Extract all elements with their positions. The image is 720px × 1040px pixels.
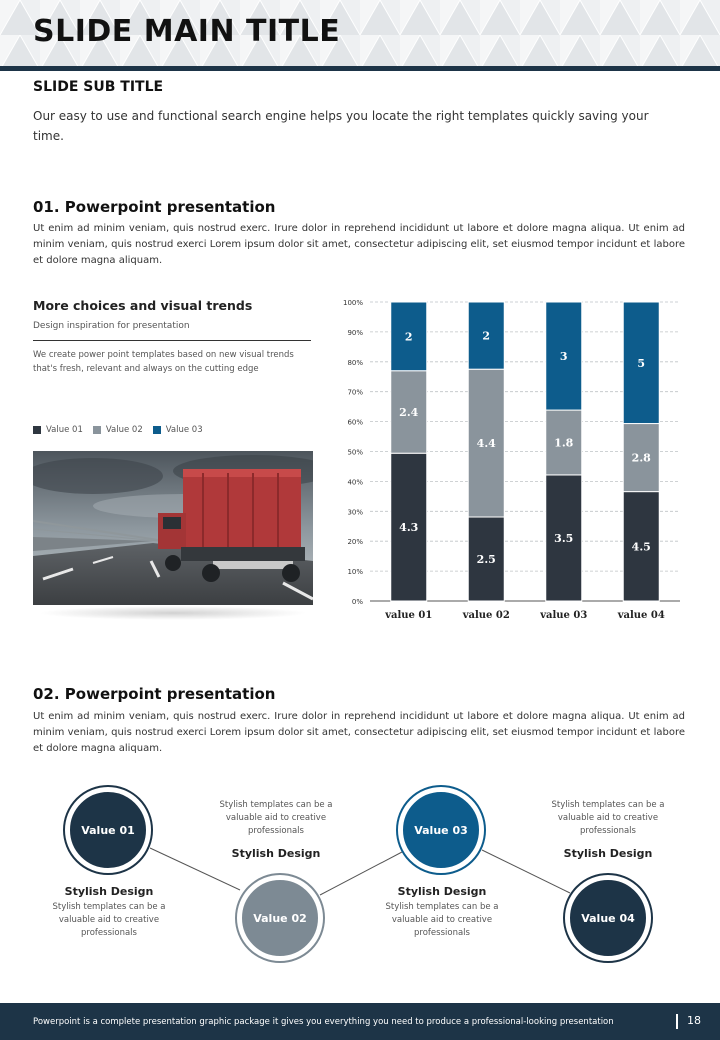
- y-tick-label: 10%: [347, 568, 363, 577]
- data-label: 5: [637, 356, 646, 370]
- y-tick-label: 60%: [347, 418, 363, 427]
- legend-label: Value 03: [165, 425, 203, 435]
- legend-swatch: [33, 426, 41, 434]
- data-label: 2: [482, 329, 491, 343]
- divider: [33, 340, 311, 341]
- left-heading: More choices and visual trends: [33, 298, 253, 313]
- data-label: 2.5: [476, 553, 496, 567]
- x-tick-label: value 01: [385, 610, 433, 621]
- y-tick-label: 40%: [347, 478, 363, 487]
- page-title: SLIDE MAIN TITLE: [33, 14, 341, 49]
- section2-text: Ut enim ad minim veniam, quis nostrud exerc. Irure dolor in reprehend incididunt ut labore et dolore magna aliqua. Ut enim ad minim veniam, quis nostrud exerci Lorem ipsum dolor sit amet, consectetur adipiscing elit, set eiusmod tempor incidunt et labore et dolore magna aliquam.: [33, 711, 685, 754]
- legend-item: [33, 425, 83, 435]
- intro-text: Our easy to use and functional search engine helps you locate the right templates quickly saving your time.: [33, 109, 649, 143]
- data-label: 2: [404, 330, 413, 344]
- y-tick-label: 30%: [347, 508, 363, 517]
- truck-photo: [33, 451, 313, 605]
- footer-divider: [676, 1014, 678, 1029]
- y-tick-label: 50%: [347, 448, 363, 457]
- node-text: Stylish templates can be a valuable aid to creative professionals: [551, 800, 665, 836]
- data-label: 1.8: [554, 436, 574, 450]
- node-title: Stylish Design: [231, 847, 321, 860]
- header-bar: [0, 66, 720, 71]
- node-label: Value 03: [401, 790, 481, 870]
- data-label: 2.4: [399, 405, 419, 419]
- legend-swatch: [93, 426, 101, 434]
- timeline-node-3: [396, 785, 486, 875]
- data-label: 3: [559, 350, 568, 364]
- timeline-node-1: [63, 785, 153, 875]
- section1-text: Ut enim ad minim veniam, quis nostrud exerc. Irure dolor in reprehend incididunt ut labore et dolore magna aliqua. Ut enim ad minim veniam, quis nostrud exerci Lorem ipsum dolor sit amet, consectetur adipiscing elit, set eiusmod tempor incidunt et labore et dolore magna aliquam.: [33, 223, 685, 266]
- node-text: Stylish templates can be a valuable aid to creative professionals: [385, 902, 499, 938]
- node-title: Stylish Design: [397, 885, 487, 898]
- section2-title: 02. Powerpoint presentation: [33, 685, 276, 703]
- photo-shadow: [38, 606, 308, 620]
- y-tick-label: 20%: [347, 538, 363, 547]
- page-number: 18: [687, 1014, 701, 1027]
- left-subheading: Design inspiration for presentation: [33, 321, 190, 331]
- y-tick-label: 70%: [347, 388, 363, 397]
- footer-text: Powerpoint is a complete presentation graphic package it gives you everything you need to produce a professional-looking presentation: [33, 1017, 614, 1027]
- data-label: 4.3: [399, 521, 419, 535]
- legend-label: Value 02: [105, 425, 143, 435]
- header: [0, 0, 720, 66]
- slide-subtitle: SLIDE SUB TITLE: [33, 79, 164, 95]
- legend-item: [153, 425, 203, 435]
- node-label: Value 01: [68, 790, 148, 870]
- timeline-node-2: [235, 873, 325, 963]
- y-tick-label: 100%: [342, 299, 363, 307]
- section1-title: 01. Powerpoint presentation: [33, 198, 276, 216]
- x-tick-label: value 04: [617, 610, 665, 621]
- data-label: 2.8: [631, 451, 651, 465]
- data-label: 4.5: [631, 540, 651, 554]
- legend-label: Value 01: [46, 425, 83, 435]
- stacked-bar-chart: [335, 290, 695, 630]
- node-text: Stylish templates can be a valuable aid to creative professionals: [52, 902, 166, 938]
- node-label: Value 04: [568, 878, 648, 958]
- legend-item: [93, 425, 143, 435]
- x-tick-label: value 03: [540, 610, 588, 621]
- node-text: Stylish templates can be a valuable aid to creative professionals: [219, 800, 333, 836]
- left-description: We create power point templates based on new visual trends that's fresh, relevant and always on the cutting edge: [33, 350, 294, 374]
- node-label: Value 02: [240, 878, 320, 958]
- footer: [0, 1003, 720, 1040]
- legend-swatch: [153, 426, 161, 434]
- x-tick-label: value 02: [462, 610, 510, 621]
- node-title: Stylish Design: [563, 847, 653, 860]
- y-tick-label: 90%: [347, 328, 363, 337]
- timeline-node-4: [563, 873, 653, 963]
- y-tick-label: 80%: [347, 358, 363, 367]
- data-label: 4.4: [476, 437, 496, 451]
- y-tick-label: 0%: [351, 598, 363, 606]
- chart-legend: [33, 425, 203, 435]
- node-title: Stylish Design: [64, 885, 154, 898]
- data-label: 3.5: [554, 531, 574, 545]
